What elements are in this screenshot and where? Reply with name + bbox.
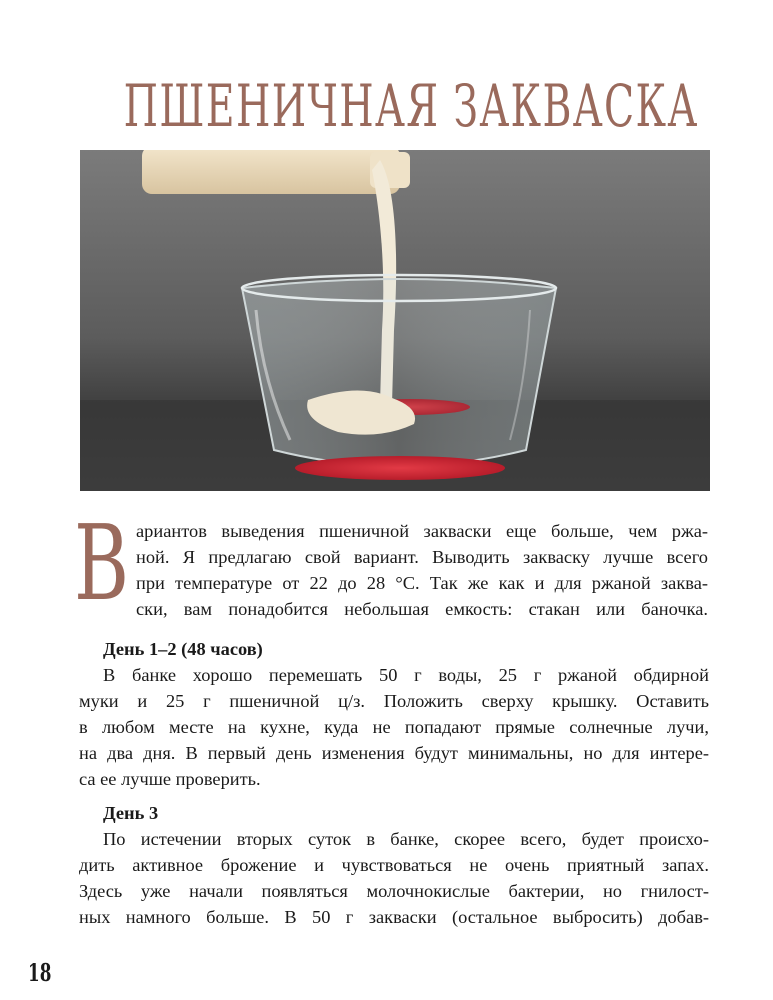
drop-cap: В	[74, 502, 130, 624]
paragraph-line: По истечении вторых суток в банке, скорее всего, будет происхо-	[103, 829, 709, 849]
day-1-2-section	[79, 636, 709, 792]
page-number: 18	[28, 958, 52, 987]
starter-photo	[80, 150, 710, 491]
intro-line: ски, вам понадобится небольшая емкость: стакан или баночка.	[136, 599, 708, 619]
paragraph-line: дить активное брожение и чувствоваться не очень приятный запах.	[79, 855, 709, 875]
page-title: ПШЕНИЧНАЯ ЗАКВАСКА	[123, 72, 699, 140]
section-heading: День 3	[103, 803, 159, 823]
intro-line: при температуре от 22 до 28 °С. Так же как и для ржаной заква-	[136, 573, 708, 593]
paragraph-line: Здесь уже начали появляться молочнокислые бактерии, но гнилост-	[79, 881, 709, 901]
paragraph-line: в любом месте на кухне, куда не попадают прямые солнечные лучи,	[79, 717, 709, 737]
paragraph-line: В банке хорошо перемешать 50 г воды, 25 г ржаной обдирной	[103, 665, 709, 685]
paragraph-line: муки и 25 г пшеничной ц/з. Положить сверху крышку. Оставить	[79, 691, 709, 711]
glass-bowl-pouring-starter-photo	[80, 150, 710, 491]
paragraph-line: са ее лучше проверить.	[79, 769, 261, 789]
day-3-section	[79, 800, 709, 930]
paragraph-line: ных намного больше. В 50 г закваски (остальное выбросить) добав-	[79, 907, 709, 927]
intro-paragraph	[136, 518, 708, 622]
paragraph-line: на два дня. В первый день изменения будут минимальны, но для интере-	[79, 743, 709, 763]
section-heading: День 1–2 (48 часов)	[103, 639, 263, 659]
intro-line: ариантов выведения пшеничной закваски еще больше, чем ржа-	[136, 521, 708, 541]
intro-line: ной. Я предлагаю свой вариант. Выводить закваску лучше всего	[136, 547, 708, 567]
